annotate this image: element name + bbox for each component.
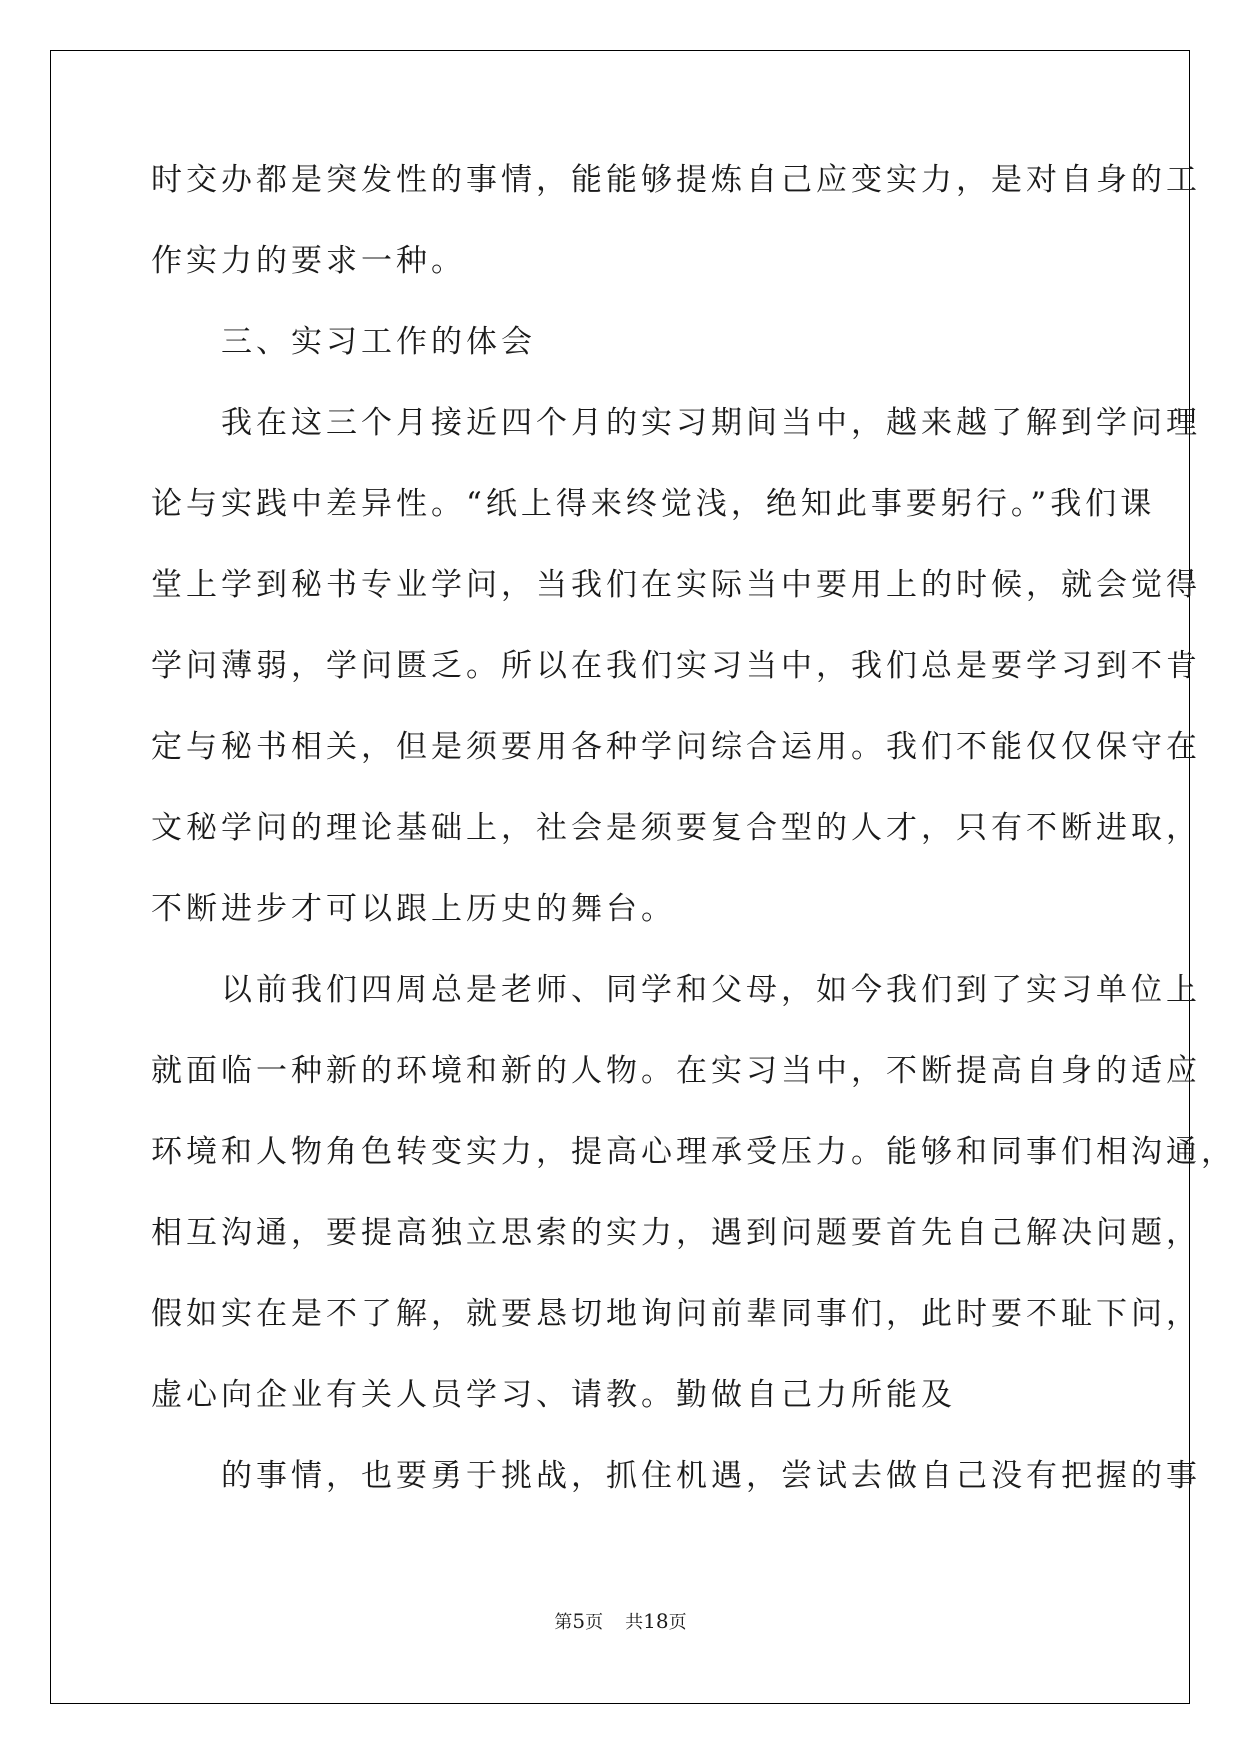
text-line: 以前我们四周总是老师、同学和父母，如今我们到了实习单位上 xyxy=(221,972,1201,1008)
text-line: 定与秘书相关，但是须要用各种学问综合运用。我们不能仅仅保守在 xyxy=(151,729,1201,765)
page-footer xyxy=(0,1608,1241,1634)
text-line: 作实力的要求一种。 xyxy=(151,243,466,279)
page-prefix: 第 xyxy=(554,1612,573,1633)
page-unit: 页 xyxy=(585,1612,604,1633)
text-line: 堂上学到秘书专业学问，当我们在实际当中要用上的时候，就会觉得 xyxy=(151,567,1201,603)
text-line: 虚心向企业有关人员学习、请教。勤做自己力所能及 xyxy=(151,1377,956,1413)
text-line: 时交办都是突发性的事情，能能够提炼自己应变实力，是对自身的工 xyxy=(151,162,1201,198)
page-number: 5 xyxy=(572,1609,586,1633)
text-line: 环境和人物角色转变实力，提高心理承受压力。能够和同事们相沟通， xyxy=(151,1134,1236,1170)
text-line: 相互沟通，要提高独立思索的实力，遇到问题要首先自己解决问题， xyxy=(151,1215,1201,1251)
text-line: 的事情，也要勇于挑战，抓住机遇，尝试去做自己没有把握的事 xyxy=(221,1458,1201,1494)
text-line: 不断进步才可以跟上历史的舞台。 xyxy=(151,891,676,927)
total-prefix: 共 xyxy=(625,1612,644,1633)
text-line: 就面临一种新的环境和新的人物。在实习当中，不断提高自身的适应 xyxy=(151,1053,1201,1089)
text-line: 学问薄弱，学问匮乏。所以在我们实习当中，我们总是要学习到不肯 xyxy=(151,648,1201,684)
section-heading: 三、实习工作的体会 xyxy=(221,324,536,360)
text-line: 论与实践中差异性。“纸上得来终觉浅，绝知此事要躬行。”我们课 xyxy=(151,486,1156,522)
document-body xyxy=(151,160,1236,1537)
text-line: 文秘学问的理论基础上，社会是须要复合型的人才，只有不断进取， xyxy=(151,810,1201,846)
total-pages: 18 xyxy=(643,1609,669,1633)
text-line: 假如实在是不了解，就要恳切地询问前辈同事们，此时要不耻下问， xyxy=(151,1296,1201,1332)
total-unit: 页 xyxy=(668,1612,687,1633)
text-line: 我在这三个月接近四个月的实习期间当中，越来越了解到学问理 xyxy=(221,405,1201,441)
